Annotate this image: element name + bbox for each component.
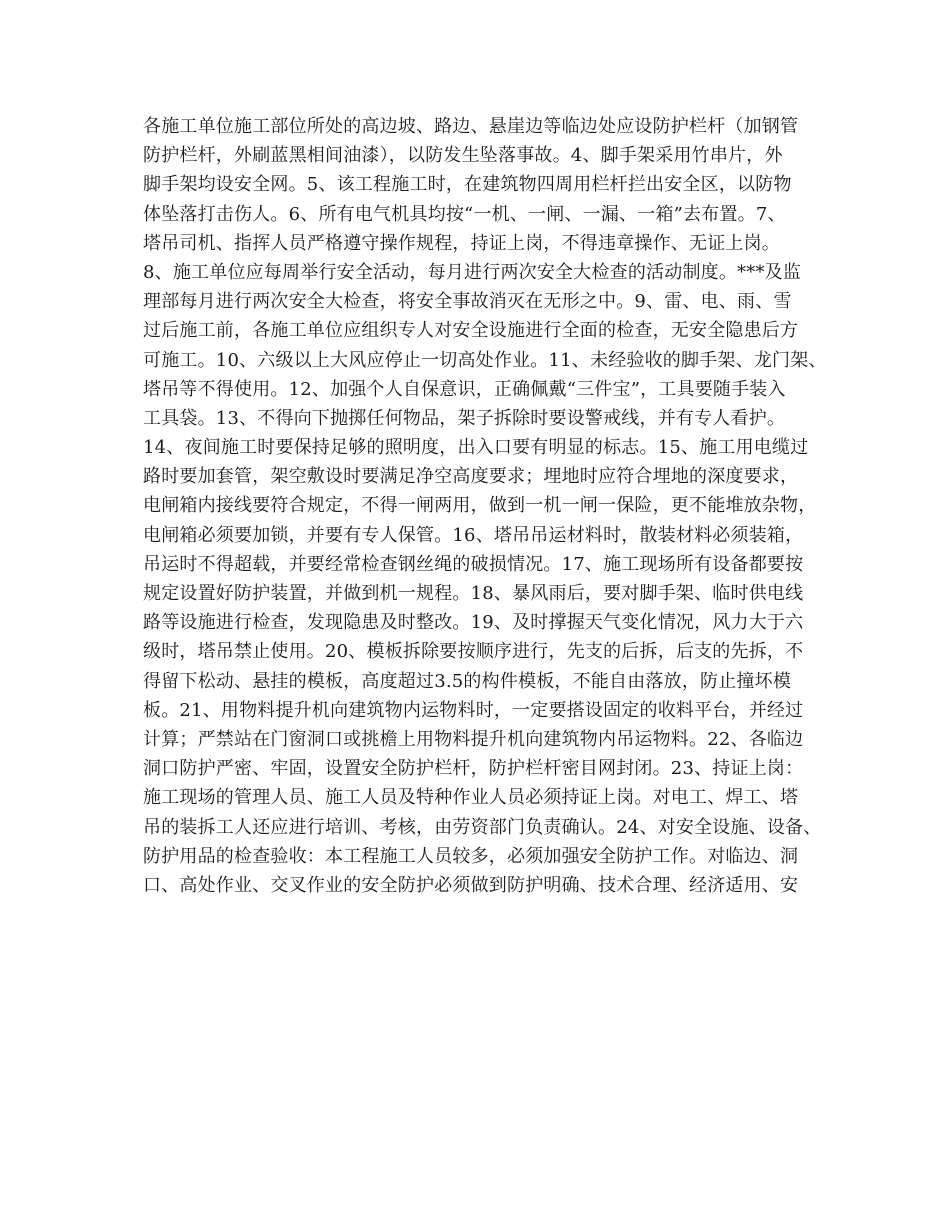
text-line: 级时，塔吊禁止使用。20、模板拆除要按顺序进行，先支的后拆，后支的先拆，不 — [143, 641, 804, 663]
text-line: 体坠落打击伤人。6、所有电气机具均按“一机、一闸、一漏、一箱”去布置。7、 — [143, 203, 786, 225]
text-line: 得留下松动、悬挂的模板，高度超过3.5的构件模板，不能自由落放，防止撞坏模 — [143, 670, 792, 692]
text-line: 过后施工前，各施工单位应组织专人对安全设施进行全面的检查，无安全隐患后方 — [143, 320, 799, 342]
text-line: 路时要加套管，架空敷设时要满足净空高度要求；埋地时应符合埋地的深度要求， — [143, 466, 799, 488]
text-line: 可施工。10、六级以上大风应停止一切高处作业。11、未经验收的脚手架、龙门架、 — [143, 349, 827, 371]
text-line: 路等设施进行检查，发现隐患及时整改。19、及时撑握天气变化情况，风力大于六 — [143, 612, 804, 634]
text-line: 塔吊司机、指挥人员严格遵守操作规程，持证上岗，不得违章操作、无证上岗。 — [143, 232, 780, 254]
text-line: 防护用品的检查验收：本工程施工人员较多，必须加强安全防护工作。对临边、洞 — [143, 845, 799, 867]
text-line: 计算；严禁站在门窗洞口或挑檐上用物料提升机向建筑物内吊运物料。22、各临边 — [143, 728, 804, 750]
text-line: 口、高处作业、交叉作业的安全防护必须做到防护明确、技术合理、经济适用、安 — [143, 874, 799, 896]
text-line: 8、施工单位应每周举行安全活动，每月进行两次安全大检查的活动制度。***及监 — [143, 261, 802, 283]
text-line: 电闸箱内接线要符合规定，不得一闸两用，做到一机一闸一保险，更不能堆放杂物， — [143, 495, 817, 517]
text-line: 吊运时不得超载，并要经常检查钢丝绳的破损情况。17、施工现场所有设备都要按 — [143, 553, 804, 575]
text-line: 板。21、用物料提升机向建筑物内运物料时，一定要搭设固定的收料平台，并经过 — [143, 699, 804, 721]
text-line: 防护栏杆，外刷蓝黑相间油漆），以防发生坠落事故。4、脚手架采用竹串片，外 — [143, 145, 783, 167]
text-line: 理部每月进行两次安全大检查，将安全事故消灭在无形之中。9、雷、电、雨、雪 — [143, 291, 792, 313]
text-line: 洞口防护严密、牢固，设置安全防护栏杆，防护栏杆密目网封闭。23、持证上岗： — [143, 758, 804, 780]
text-line: 工具袋。13、不得向下抛掷任何物品，架子拆除时要设警戒线，并有专人看护。 — [143, 407, 786, 429]
text-line: 规定设置好防护装置，并做到机一规程。18、暴风雨后，要对脚手架、临时供电线 — [143, 583, 804, 604]
text-line: 14、夜间施工时要保持足够的照明度，出入口要有明显的标志。15、施工用电缆过 — [143, 437, 809, 459]
text-line: 施工现场的管理人员、施工人员及特种作业人员必须持证上岗。对电工、焊工、塔 — [143, 787, 799, 809]
text-line: 电闸箱必须要加锁，并要有专人保管。16、塔吊吊运材料时，散装材料必须装箱， — [143, 524, 804, 546]
body-text — [143, 112, 827, 900]
text-line: 脚手架均设安全网。5、该工程施工时，在建筑物四周用栏杆拦出安全区，以防物 — [143, 174, 792, 196]
text-line: 塔吊等不得使用。12、加强个人自保意识，正确佩戴“三件宝”，工具要随手装入 — [143, 378, 786, 400]
text-line: 吊的装拆工人还应进行培训、考核，由劳资部门负责确认。24、对安全设施、设备、 — [143, 816, 822, 838]
text-line: 各施工单位施工部位所处的高边坡、路边、悬崖边等临边处应设防护栏杆（加钢管 — [143, 116, 799, 137]
